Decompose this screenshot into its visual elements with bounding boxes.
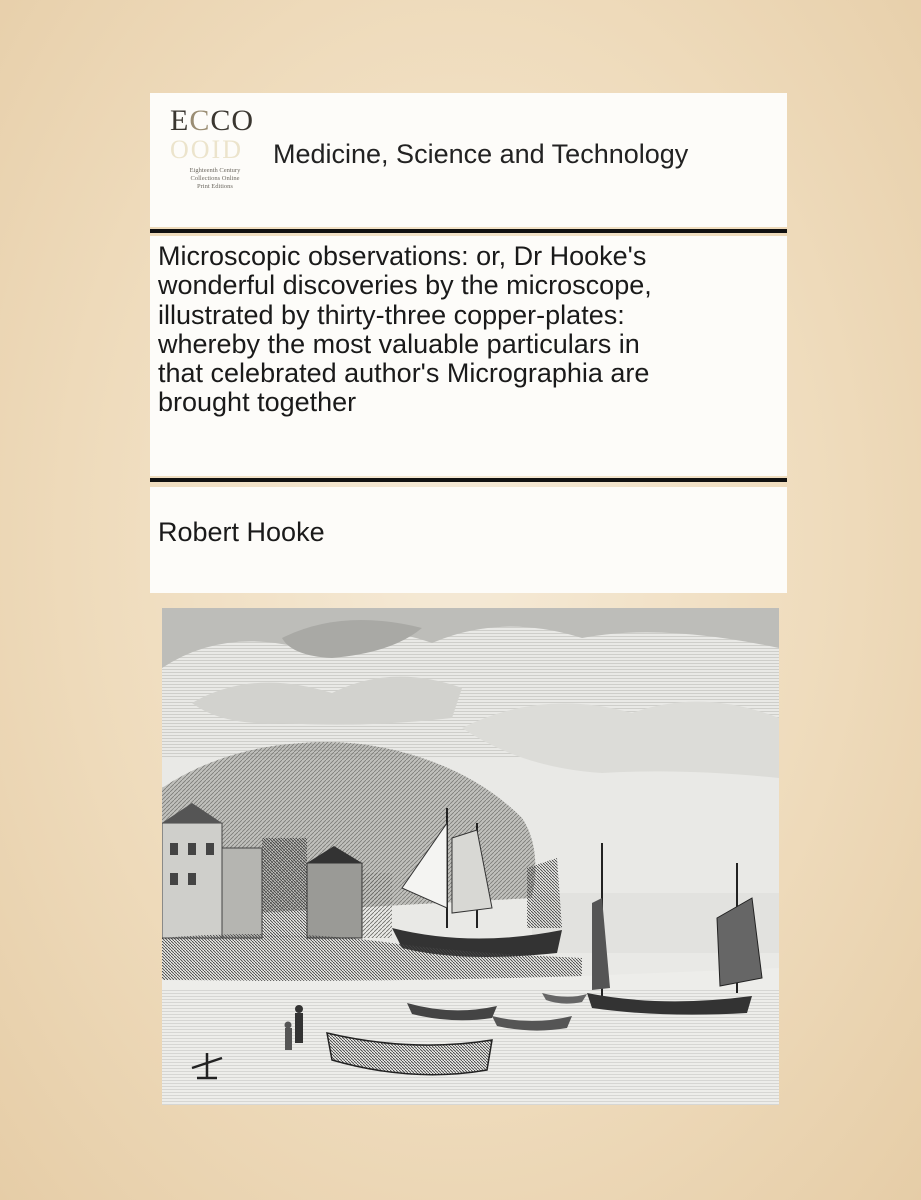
series-header (150, 93, 787, 227)
book-title-line: whereby the most valuable particulars in (158, 328, 640, 359)
ecco-logo (170, 105, 266, 215)
logo-caption-line: Print Editions (197, 183, 233, 190)
ecco-logo-mark: ECCO (170, 104, 255, 137)
author-block (150, 487, 787, 593)
title-block (150, 236, 787, 476)
logo-caption-line: Eighteenth Century (189, 167, 241, 174)
book-title-line: illustrated by thirty-three copper-plates: (158, 299, 625, 330)
divider-bottom (150, 478, 787, 482)
book-title-line: brought together (158, 387, 357, 418)
series-title: Medicine, Science and Technology (273, 139, 689, 169)
book-title (158, 242, 783, 418)
author-name: Robert Hooke (158, 517, 325, 547)
book-title-line: Microscopic observations: or, Dr Hooke's (158, 241, 647, 271)
ecco-logo-caption (170, 167, 266, 191)
engraving-svg (162, 608, 779, 1105)
book-title-line: that celebrated author's Micrographia are (158, 358, 650, 389)
book-title-line: wonderful discoveries by the microscope, (158, 270, 652, 301)
divider-top (150, 229, 787, 233)
ecco-logo-shadow: OOID (170, 135, 243, 164)
logo-caption-line: Collections Online (190, 175, 240, 182)
harbour-engraving-illustration (162, 608, 779, 1105)
